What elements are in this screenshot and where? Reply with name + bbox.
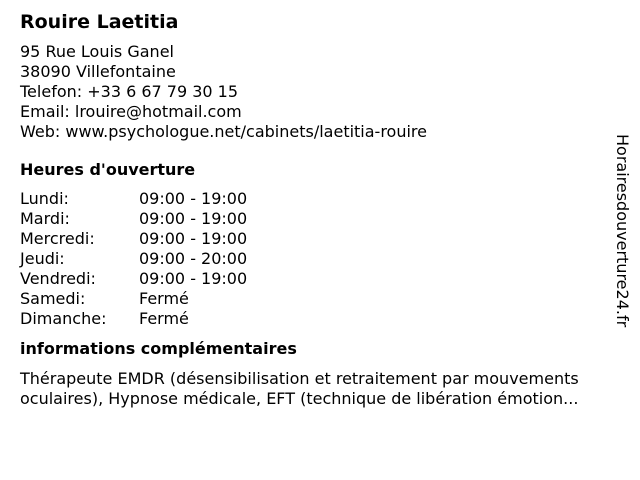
day-label: Mercredi: — [20, 229, 95, 248]
address-block — [20, 42, 620, 142]
day-time: 09:00 - 19:00 — [139, 189, 248, 208]
email-line[interactable]: Email: lrouire@hotmail.com — [20, 102, 242, 121]
info-line: oculaires), Hypnose médicale, EFT (technique de libération émotion... — [20, 389, 579, 408]
hours-row-lundi — [20, 189, 620, 209]
street-address: 95 Rue Louis Ganel — [20, 42, 174, 61]
day-time: Fermé — [139, 309, 189, 328]
day-label: Lundi: — [20, 189, 69, 208]
hours-heading: Heures d'ouverture — [20, 160, 196, 179]
day-time: 09:00 - 19:00 — [139, 229, 248, 248]
hours-row-dimanche — [20, 309, 620, 329]
info-text — [20, 369, 620, 409]
hours-row-jeudi — [20, 249, 620, 269]
listing-card — [20, 10, 620, 409]
day-label: Vendredi: — [20, 269, 96, 288]
page-title: Rouire Laetitia — [20, 11, 179, 33]
hours-row-vendredi — [20, 269, 620, 289]
day-label: Mardi: — [20, 209, 70, 228]
city-address: 38090 Villefontaine — [20, 62, 176, 81]
day-time: 09:00 - 19:00 — [139, 269, 248, 288]
day-label: Samedi: — [20, 289, 86, 308]
web-line[interactable]: Web: www.psychologue.net/cabinets/laetitia-rouire — [20, 122, 427, 141]
day-time: 09:00 - 20:00 — [139, 249, 248, 268]
info-heading: informations complémentaires — [20, 339, 297, 358]
site-watermark: Horairesdouverture24.fr — [613, 134, 632, 328]
day-time: 09:00 - 19:00 — [139, 209, 248, 228]
day-label: Dimanche: — [20, 309, 107, 328]
hours-row-mardi — [20, 209, 620, 229]
day-time: Fermé — [139, 289, 189, 308]
hours-list — [20, 189, 620, 329]
phone-line[interactable]: Telefon: +33 6 67 79 30 15 — [20, 82, 239, 101]
day-label: Jeudi: — [20, 249, 65, 268]
info-line: Thérapeute EMDR (désensibilisation et retraitement par mouvements — [20, 369, 579, 388]
hours-row-mercredi — [20, 229, 620, 249]
hours-row-samedi — [20, 289, 620, 309]
